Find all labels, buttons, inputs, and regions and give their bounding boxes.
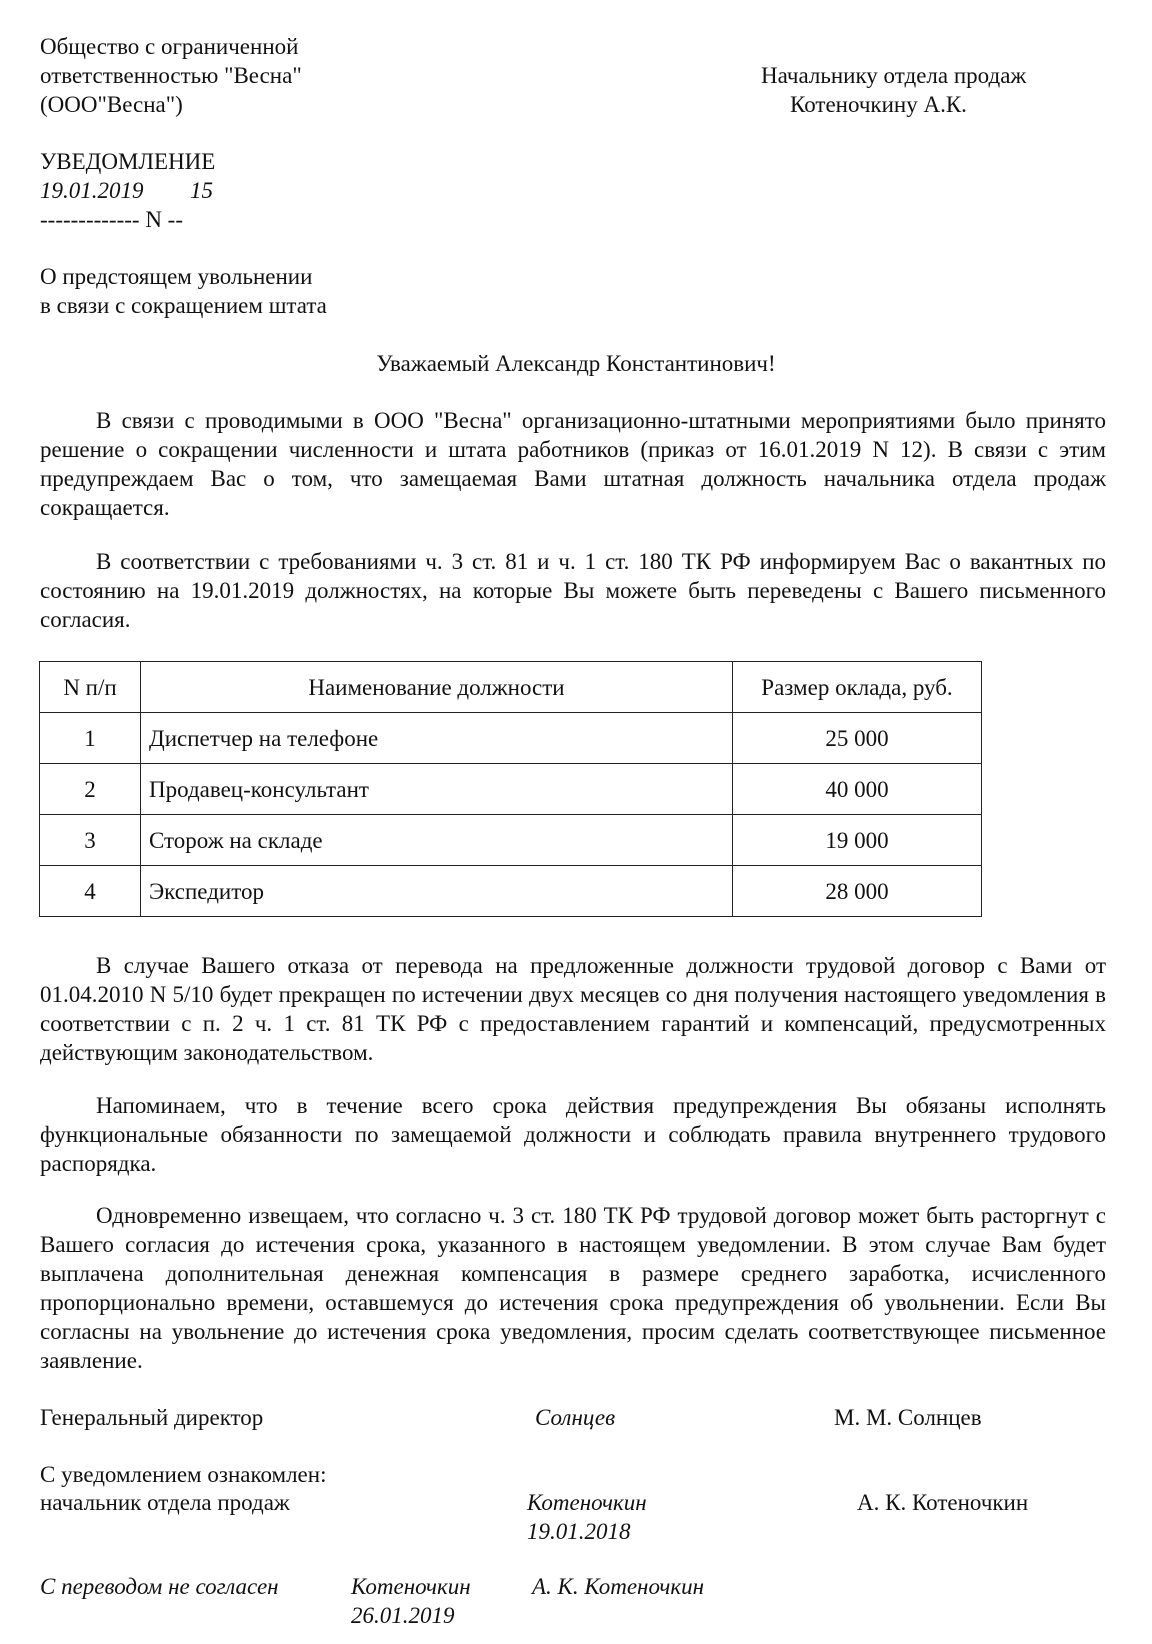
document-number-line: ------------- N -- bbox=[40, 207, 183, 232]
ack-name: А. К. Котеночкин bbox=[857, 1490, 1029, 1515]
row-number: 1 bbox=[40, 713, 141, 764]
subject-line1: О предстоящем увольнении bbox=[40, 264, 313, 289]
disagree-signature: Котеночкин bbox=[351, 1574, 471, 1599]
org-name-line1: Общество с ограниченной bbox=[40, 34, 299, 59]
paragraph-2: В соответствии с требованиями ч. 3 ст. 81 и ч. 1 ст. 180 ТК РФ информируем Вас о вакантных по состоянию на 19.01.2019 должностях, на которые Вы можете быть переведены с Вашего письменного согласия. bbox=[40, 549, 1106, 632]
disagree-name: А. К. Котеночкин bbox=[532, 1574, 704, 1599]
org-name-line3: (ООО"Весна") bbox=[40, 92, 183, 117]
row-salary: 28 000 bbox=[733, 866, 982, 917]
salutation: Уважаемый Александр Константинович! bbox=[376, 351, 776, 376]
header-salary: Размер оклада, руб. bbox=[733, 662, 982, 713]
row-salary: 25 000 bbox=[733, 713, 982, 764]
paragraph-5: Одновременно извещаем, что согласно ч. 3 ст. 180 ТК РФ трудовой договор может быть расторгнут с Вашего согласия до истечения срока, указанного в настоящем уведомлении. В этом случае Вам будет выплачена дополнительная денежная компенсация в размере среднего заработка, исчисленного пропорционально времени, оставшемуся до истечения срока предупреждения об увольнении. Если Вы согласны на увольнение до истечения срока уведомления, просим сделать соответствующее письменное заявление. bbox=[40, 1203, 1106, 1373]
director-signature: Солнцев bbox=[535, 1405, 616, 1430]
table-row bbox=[40, 815, 982, 866]
recipient-position: Начальнику отдела продаж bbox=[761, 63, 1027, 88]
disagree-label: С переводом не согласен bbox=[40, 1574, 279, 1599]
recipient-name: Котеночкину А.К. bbox=[790, 92, 967, 117]
header-position: Наименование должности bbox=[141, 662, 733, 713]
ack-label: С уведомлением ознакомлен: bbox=[40, 1462, 327, 1487]
row-position: Экспедитор bbox=[141, 866, 733, 917]
document-type: УВЕДОМЛЕНИЕ bbox=[40, 149, 216, 174]
document-number: 15 bbox=[190, 178, 213, 203]
row-number: 4 bbox=[40, 866, 141, 917]
ack-signature: Котеночкин bbox=[527, 1490, 647, 1515]
vacancies-table bbox=[39, 661, 982, 917]
table-row bbox=[40, 713, 982, 764]
paragraph-1: В связи с проводимыми в ООО "Весна" организационно-штатными мероприятиями было принято решение о сокращении численности и штата работников (приказ от 16.01.2019 N 12). В связи с этим предупреждаем Вас о том, что замещаемая Вами штатная должность начальника отдела продаж сокращается. bbox=[40, 408, 1106, 520]
row-salary: 40 000 bbox=[733, 764, 982, 815]
ack-date: 19.01.2018 bbox=[527, 1519, 631, 1544]
row-number: 2 bbox=[40, 764, 141, 815]
paragraph-3: В случае Вашего отказа от перевода на предложенные должности трудовой договор с Вами от 01.04.2010 N 5/10 будет прекращен по истечении двух месяцев со дня получения настоящего уведомления в соответствии с п. 2 ч. 1 ст. 81 ТК РФ с предоставлением гарантий и компенсаций, предусмотренных действующим законодательством. bbox=[40, 953, 1106, 1065]
subject-line2: в связи с сокращением штата bbox=[40, 293, 327, 318]
row-salary: 19 000 bbox=[733, 815, 982, 866]
table-row bbox=[40, 866, 982, 917]
row-position: Продавец-консультант bbox=[141, 764, 733, 815]
row-position: Диспетчер на телефоне bbox=[141, 713, 733, 764]
document-date: 19.01.2019 bbox=[40, 178, 144, 203]
director-name: М. М. Солнцев bbox=[834, 1405, 982, 1430]
paragraph-4: Напоминаем, что в течение всего срока действия предупреждения Вы обязаны исполнять функциональные обязанности по замещаемой должности и соблюдать правила внутреннего трудового распорядка. bbox=[40, 1093, 1106, 1176]
ack-position: начальник отдела продаж bbox=[40, 1490, 290, 1515]
header-number: N п/п bbox=[40, 662, 141, 713]
row-number: 3 bbox=[40, 815, 141, 866]
director-title: Генеральный директор bbox=[40, 1405, 264, 1430]
row-position: Сторож на складе bbox=[141, 815, 733, 866]
org-name-line2: ответственностью "Весна" bbox=[40, 63, 302, 88]
disagree-date: 26.01.2019 bbox=[351, 1603, 455, 1628]
table-row bbox=[40, 764, 982, 815]
table-header-row bbox=[40, 662, 982, 713]
